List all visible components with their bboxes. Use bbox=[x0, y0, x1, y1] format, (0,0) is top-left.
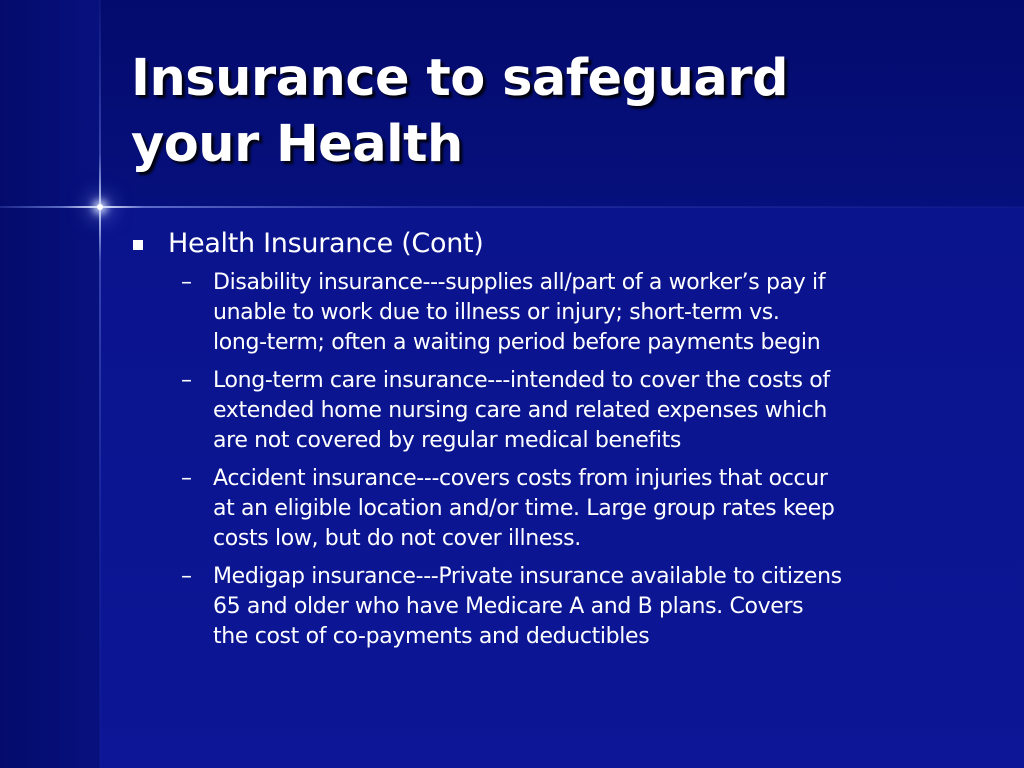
sub-bullet-line: Disability insurance---supplies all/part of a worker’s pay if bbox=[213, 270, 826, 295]
left-band bbox=[0, 0, 100, 768]
sub-bullet-line: extended home nursing care and related expenses which bbox=[213, 398, 827, 423]
sub-bullet-line: long-term; often a waiting period before payments begin bbox=[213, 330, 821, 355]
vertical-accent-line bbox=[99, 0, 101, 768]
dash-marker: – bbox=[181, 368, 192, 393]
slide-title-line-2: your Health bbox=[131, 115, 463, 174]
dash-marker: – bbox=[181, 564, 192, 589]
bullet-health-insurance bbox=[131, 226, 981, 262]
sub-bullet-line: the cost of co-payments and deductibles bbox=[213, 624, 650, 649]
sub-bullet-line: Medigap insurance---Private insurance available to citizens bbox=[213, 564, 842, 589]
sub-bullet-line: at an eligible location and/or time. Large group rates keep bbox=[213, 496, 835, 521]
sub-bullet-long-term-care bbox=[131, 366, 981, 456]
dash-marker: – bbox=[181, 270, 192, 295]
sub-bullet-line: 65 and older who have Medicare A and B plans. Covers bbox=[213, 594, 804, 619]
slide-content bbox=[131, 226, 981, 660]
sparkle-icon bbox=[97, 204, 103, 210]
sub-bullet-medigap bbox=[131, 562, 981, 652]
sub-bullet-line: are not covered by regular medical benefits bbox=[213, 428, 681, 453]
sub-bullet-line: Long-term care insurance---intended to cover the costs of bbox=[213, 368, 830, 393]
sub-bullet-line: Accident insurance---covers costs from injuries that occur bbox=[213, 466, 828, 491]
horizontal-accent-line bbox=[0, 206, 1024, 208]
sub-bullet-accident bbox=[131, 464, 981, 554]
sub-bullet-line: costs low, but do not cover illness. bbox=[213, 526, 581, 551]
slide-title-line-1: Insurance to safeguard bbox=[131, 49, 789, 108]
sub-bullet-disability bbox=[131, 268, 981, 358]
bullet-text: Health Insurance (Cont) bbox=[168, 228, 484, 259]
dash-marker: – bbox=[181, 466, 192, 491]
sub-bullet-line: unable to work due to illness or injury; short-term vs. bbox=[213, 300, 780, 325]
slide-title bbox=[131, 46, 991, 178]
sub-bullet-list bbox=[131, 268, 981, 652]
square-bullet-icon bbox=[133, 240, 143, 250]
